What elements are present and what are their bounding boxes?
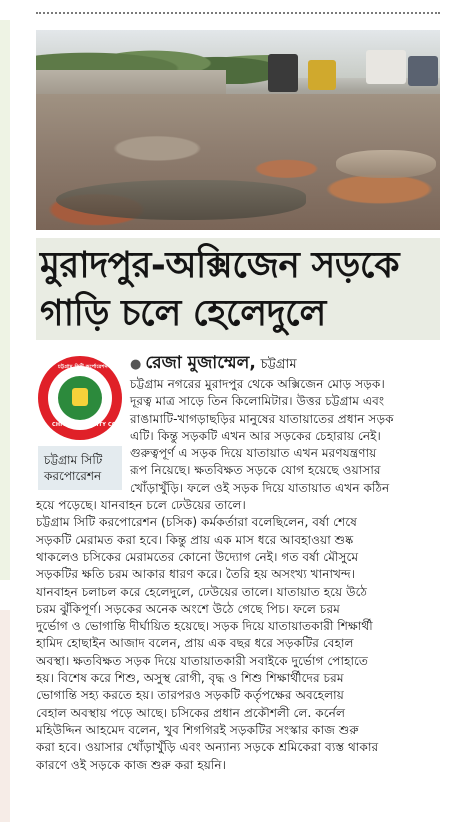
photo-rickshaw — [268, 54, 298, 92]
body-line: খোঁড়াখুঁড়ি। ফলে ওই সড়ক দিয়ে যাতায়াত এখন কঠিন — [130, 480, 390, 495]
photo-bus — [408, 56, 438, 86]
body-line: থাকলেও চসিকের মেরামতের কোনো উদ্যোগ নেই। গত বর্ষা মৌসুমে — [36, 549, 359, 564]
body-line: গুরুত্বপূর্ণ এ সড়ক দিয়ে যাতায়াত এখন মরণযন্ত্রণায় — [130, 446, 377, 461]
logo-caption-line-2: করপোরেশন — [44, 469, 102, 483]
body-line: অবস্থা। ক্ষতবিক্ষত সড়ক দিয়ে যাতায়াতকারী সবাইকে দুর্ভোগ পোহাতে — [36, 653, 369, 668]
byline — [130, 352, 440, 374]
headline-line-1: মুরাদপুর-অক্সিজেন সড়কে — [40, 245, 400, 286]
news-photo — [36, 30, 440, 230]
byline-author: রেজা মুজাম্মেল, — [145, 353, 256, 373]
body-line: রাঙামাটি-খাগড়াছড়ির মানুষের যাতায়াতের প্রধান সড়ক — [130, 411, 394, 426]
logo-text-en: CHITTAGONG CITY CORPORATION — [52, 422, 151, 428]
body-line: চট্টগ্রাম সিটি করপোরেশন (চসিক) কর্মকর্তারা বলেছিলেন, বর্ষা শেষে — [36, 515, 357, 530]
logo-caption-line-1: চট্টগ্রাম সিটি — [44, 453, 103, 467]
page-edge-strip — [0, 20, 10, 580]
logo-text-bn: চট্টগ্রাম সিটি কর্পোরেশন — [58, 364, 108, 370]
body-line: যানবাহন চলাচল করে হেলেদুলে, ঢেউয়ের তালে। যাতায়াত হয়ে উঠে — [36, 584, 367, 599]
article-body — [36, 376, 444, 822]
body-line: দুর্ভোগ ও ভোগান্তি দীর্ঘায়িত হয়েছে। সড়ক দিয়ে যাতায়াতকারী শিক্ষার্থী — [36, 619, 373, 634]
photo-puddle-right — [336, 150, 436, 178]
photo-auto-rickshaw — [308, 60, 336, 90]
body-wrapped-block — [36, 376, 444, 497]
body-line: চট্টগ্রাম নগরের মুরাদপুর থেকে অক্সিজেন মোড় সড়ক। — [130, 377, 385, 391]
body-line: হামিদ হোছাইন আজাদ বলেন, প্রায় এক বছর ধরে সড়কটির বেহাল — [36, 636, 354, 651]
body-line: সড়কটি মেরামত করা হবে। কিন্তু প্রায় এক মাস ধরে আবহাওয়া শুষ্ক — [36, 532, 354, 547]
body-line: ভোগান্তি সহ্য করতে হয়। তারপরও সড়কটি কর্তৃপক্ষের অবহেলায় — [36, 688, 344, 703]
top-dotted-rule — [36, 12, 440, 14]
page-edge-strip-lower — [0, 610, 10, 822]
headline-line-2: গাড়ি চলে হেলেদুলে — [40, 293, 326, 334]
byline-bullet-icon: ● — [130, 357, 142, 372]
body-line: মহিউদ্দিন আহমেদ বলেন, খুব শিগগিরই সড়কটির সংস্কার কাজ শুরু — [36, 722, 359, 737]
byline-location: চট্টগ্রাম — [260, 357, 297, 372]
body-line: করা হবে। ওয়াসার খোঁড়াখুঁড়ি এবং অন্যান্য সড়কে শ্রমিকেরা ব্যস্ত থাকার — [36, 740, 379, 755]
photo-car — [366, 50, 406, 84]
body-line: চরম ঝুঁকিপূর্ণ। সড়কের অনেক অংশে উঠে গেছে পিচ। ফলে চরম — [36, 601, 340, 616]
body-line: রূপ নিয়েছে। ক্ষতবিক্ষত সড়কে যোগ হয়েছে ওয়াসার — [130, 463, 381, 478]
body-full-block — [36, 497, 444, 774]
body-line: এটি। কিন্তু সড়কটি এখন আর সড়কের চেহারায় নেই। — [130, 428, 381, 443]
headline — [40, 242, 436, 338]
headline-box — [36, 238, 440, 340]
body-line: বেহাল অবস্থায় পড়ে আছে। চসিকের প্রধান প্রকৌশলী লে. কর্নেল — [36, 705, 346, 720]
body-line: কারণে ওই সড়কে কাজ শুরু করা হয়নি। — [36, 757, 227, 772]
body-line: হয়। বিশেষ করে শিশু, অসুস্থ রোগী, বৃদ্ধ ও শিশু শিক্ষার্থীদের চরম — [36, 671, 344, 686]
body-line: সড়কটির ক্ষতি চরম আকার ধারণ করে। তৈরি হয় অসংখ্য খানাখন্দ। — [36, 567, 356, 582]
body-line: হয়ে পড়েছে। যানবাহন চলে ঢেউয়ের তালে। — [36, 498, 246, 513]
photo-puddle — [56, 180, 306, 220]
body-line: দূরত্ব মাত্র সাড়ে তিন কিলোমিটার। উত্তর চট্টগ্রাম এবং — [130, 394, 385, 409]
